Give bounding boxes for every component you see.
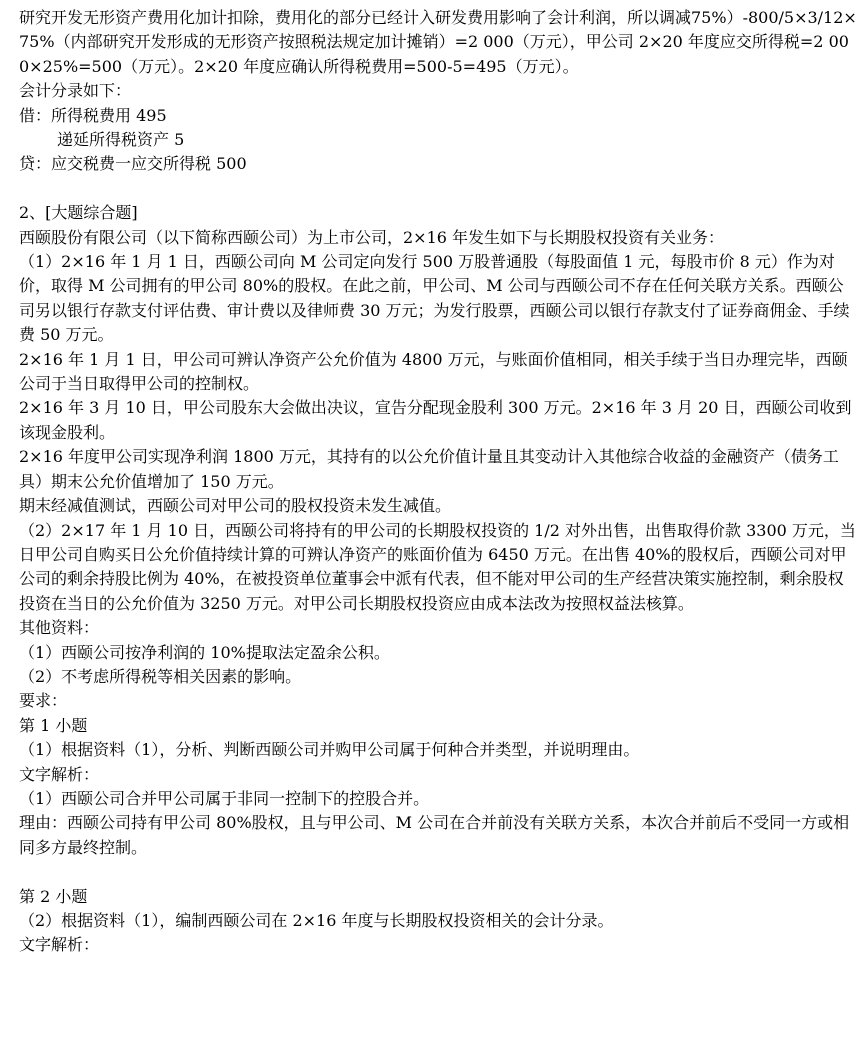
- spacer: [19, 860, 859, 884]
- sub-question-1-title: 第 1 小题: [19, 715, 88, 735]
- sub-question-1-analysis-label: 文字解析：: [19, 764, 100, 784]
- material-1-dividend: 2×16 年 3 月 10 日，甲公司股东大会做出决议，宣告分配现金股利 300 万元。2×16 年 3 月 20 日，西颐公司收到该现金股利。: [19, 398, 852, 442]
- sub-question-2-analysis-label: 文字解析：: [19, 935, 100, 955]
- other-info-label: 其他资料：: [19, 618, 100, 638]
- requirements-label: 要求：: [19, 691, 68, 711]
- sub-question-2-title: 第 2 小题: [19, 886, 88, 906]
- document-body: [19, 6, 859, 958]
- sub-question-1-text: （1）根据资料（1），分析、判断西颐公司并购甲公司属于何种合并类型，并说明理由。: [19, 740, 640, 760]
- sub-question-1-answer: （1）西颐公司合并甲公司属于非同一控制下的控股合并。: [19, 788, 430, 808]
- journal-debit-line: 借：所得税费用 495: [19, 105, 167, 125]
- material-1-paragraph: （1）2×16 年 1 月 1 日，西颐公司向 M 公司定向发行 500 万股普通股（每股面值 1 元，每股市价 8 元）作为对价，取得 M 公司拥有的甲公司 80%的股权。在此之前，甲公司、M 公司与西颐公司不存在任何关联方关系。西颐公司另以银行存款支付评估费、审计费以及律师费 30 万元；为发行股票，西颐公司以银行存款支付了证券商佣金、手续费 50 万元。: [19, 252, 850, 345]
- sub-question-1-reason: 理由：西颐公司持有甲公司 80%股权，且与甲公司、M 公司在合并前没有关联方关系，本次合并前后不受同一方或相同多方最终控制。: [19, 813, 850, 857]
- material-1-net-profit: 2×16 年度甲公司实现净利润 1800 万元，其持有的以公允价值计量且其变动计入其他综合收益的金融资产（债务工具）期末公允价值增加了 150 万元。: [19, 447, 839, 491]
- other-info-2: （2）不考虑所得税等相关因素的影响。: [19, 666, 302, 686]
- material-1-impairment: 期末经减值测试，西颐公司对甲公司的股权投资未发生减值。: [19, 496, 452, 516]
- journal-credit-line: 贷：应交税费一应交所得税 500: [19, 154, 247, 174]
- journal-debit-line-2: 递延所得税资产 5: [57, 130, 185, 150]
- tax-explanation-paragraph: 研究开发无形资产费用化加计扣除，费用化的部分已经计入研发费用影响了会计利润，所以调减75%）-800/5×3/12×75%（内部研究开发形成的无形资产按照税法规定加计摊销）=2 000（万元），甲公司 2×20 年度应交所得税=2 000×25%=500（万元）。2×20 年度应确认所得税费用=500-5=495（万元）。: [19, 8, 857, 76]
- journal-entry-intro: 会计分录如下：: [19, 81, 132, 101]
- other-info-1: （1）西颐公司按净利润的 10%提取法定盈余公积。: [19, 642, 390, 662]
- material-2-paragraph: （2）2×17 年 1 月 10 日，西颐公司将持有的甲公司的长期股权投资的 1/2 对外出售，出售取得价款 3300 万元，当日甲公司自购买日公允价值持续计算的可辨认净资产的账面价值为 6450 万元。在出售 40%的股权后，西颐公司对甲公司的剩余持股比例为 40%，在被投资单位董事会中派有代表，但不能对甲公司的生产经营决策实施控制，剩余股权投资在当日的公允价值为 3250 万元。对甲公司长期股权投资应由成本法改为按照权益法核算。: [19, 520, 856, 613]
- sub-question-2-text: （2）根据资料（1），编制西颐公司在 2×16 年度与长期股权投资相关的会计分录。: [19, 911, 614, 930]
- question-intro: 西颐股份有限公司（以下简称西颐公司）为上市公司，2×16 年发生如下与长期股权投资有关业务：: [19, 227, 725, 247]
- material-1-net-assets: 2×16 年 1 月 1 日，甲公司可辨认净资产公允价值为 4800 万元，与账面价值相同，相关手续于当日办理完毕，西颐公司于当日取得甲公司的控制权。: [19, 349, 848, 394]
- spacer: [19, 177, 859, 201]
- question-heading: 2、[大题综合题]: [19, 203, 138, 223]
